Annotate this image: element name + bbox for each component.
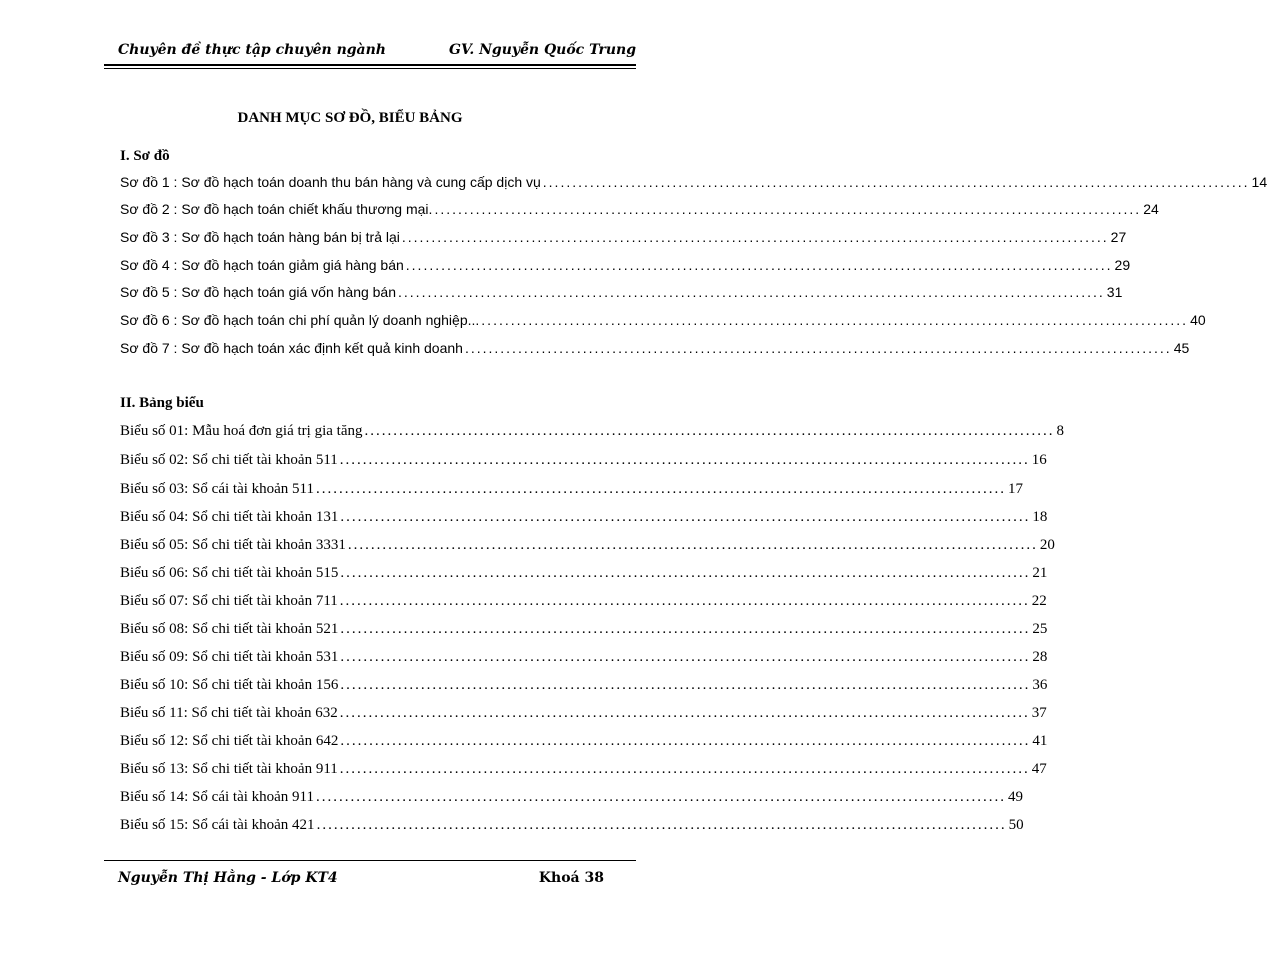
diagram-entry [120,340,1190,362]
entry-label: Biểu số 09: Sổ chi tiết tài khoản 531 [120,649,339,665]
entry-label: Sơ đồ 5 : Sơ đồ hạch toán giá vốn hàng bán [120,284,397,300]
entry-label: Biểu số 11: Sổ chi tiết tài khoản 632 [120,705,338,721]
header-rule-thin [104,68,636,69]
table-entry [120,481,1024,503]
entry-page: 24 [1143,201,1159,217]
entry-label: Sơ đồ 3 : Sơ đồ hạch toán hàng bán bị trả lại [120,229,400,245]
diagram-entry [120,257,1131,279]
entry-page: 21 [1032,565,1048,581]
leader-dots: ........................................................................................................................ [364,423,1055,439]
footer-right-text: Khoá 38 [538,870,604,886]
entry-page: 28 [1032,649,1048,665]
entry-page: 22 [1031,593,1047,609]
leader-dots: ........................................................................................................................ [340,509,1031,525]
leader-dots: ........................................................................................................................ [340,621,1031,637]
leader-dots: ........................................................................................................................ [340,733,1031,749]
entry-label: Biểu số 08: Sổ chi tiết tài khoản 521 [120,621,339,637]
table-entry [120,565,1048,587]
entry-page: 49 [1008,789,1024,805]
page-header [104,40,636,66]
header-rule-thick [104,64,636,66]
entry-page: 18 [1032,509,1048,525]
leader-dots: ........................................................................................................................ [405,257,1113,273]
entry-page: 20 [1039,537,1055,553]
diagram-entry [120,284,1123,306]
table-entry [120,733,1048,755]
entry-page: 17 [1008,481,1024,497]
leader-dots: ........................................................................................................................ [401,229,1109,245]
entry-label: Sơ đồ 6 : Sơ đồ hạch toán chi phí quản lý doanh nghiệp... [120,312,480,328]
leader-dots: ........................................................................................................................ [542,174,1250,190]
entry-label: Biểu số 10: Sổ chi tiết tài khoản 156 [120,677,339,693]
table-entry [120,537,1055,559]
section-heading-tables: II. Bảng biểu [120,395,204,411]
entry-label: Biểu số 06: Sổ chi tiết tài khoản 515 [120,565,339,581]
table-entry [120,677,1048,699]
leader-dots: ........................................................................................................................ [316,481,1007,497]
table-entry [120,509,1048,531]
footer-left-text: Nguyễn Thị Hằng - Lớp KT4 [118,870,338,886]
entry-page: 50 [1008,817,1024,833]
leader-dots: ........................................................................................................................ [434,201,1142,217]
table-entry [120,621,1048,643]
entry-page: 37 [1031,705,1047,721]
diagram-entry [120,201,1159,223]
diagram-entry [120,229,1127,251]
entry-label: Biểu số 07: Sổ chi tiết tài khoản 711 [120,593,338,609]
entry-label: Sơ đồ 4 : Sơ đồ hạch toán giảm giá hàng bán [120,257,404,273]
leader-dots: ........................................................................................................................ [339,761,1030,777]
entry-label: Biểu số 03: Sổ cái tài khoản 511 [120,481,315,497]
table-entry [120,817,1024,839]
table-entry [120,593,1047,615]
table-entry [120,452,1047,474]
diagram-entry [120,312,1206,334]
leader-dots: ........................................................................................................................ [316,789,1007,805]
entry-page: 14 [1251,174,1267,190]
entry-label: Sơ đồ 7 : Sơ đồ hạch toán xác định kết quả kinh doanh [120,340,463,356]
entry-label: Biểu số 01: Mẫu hoá đơn giá trị gia tăng [120,423,363,439]
leader-dots: ........................................................................................................................ [398,284,1105,300]
header-right-text: GV. Nguyễn Quốc Trung [448,42,636,58]
leader-dots: ........................................................................................................................ [339,593,1030,609]
leader-dots: ........................................................................................................................ [340,565,1031,581]
entry-label: Biểu số 15: Sổ cái tài khoản 421 [120,817,315,833]
entry-label: Biểu số 14: Sổ cái tài khoản 911 [120,789,315,805]
leader-dots: ........................................................................................................................ [340,677,1031,693]
entry-page: 45 [1173,340,1190,356]
entry-page: 40 [1190,312,1206,328]
page-title: DANH MỤC SƠ ĐỒ, BIỂU BẢNG [237,110,463,126]
entry-page: 47 [1031,761,1047,777]
table-entry [120,705,1047,727]
leader-dots: ........................................................................................................................ [316,817,1007,833]
page-footer [104,852,636,892]
entry-page: 25 [1032,621,1048,637]
entry-label: Biểu số 13: Sổ chi tiết tài khoản 911 [120,761,338,777]
table-entry [120,761,1047,783]
entry-page: 16 [1031,452,1047,468]
leader-dots: ........................................................................................................................ [340,649,1031,665]
leader-dots: ........................................................................................................................ [339,452,1030,468]
entry-label: Sơ đồ 1 : Sơ đồ hạch toán doanh thu bán hàng và cung cấp dịch vụ [120,174,541,190]
entry-label: Biểu số 05: Sổ chi tiết tài khoản 3331 [120,537,346,553]
entry-label: Sơ đồ 2 : Sơ đồ hạch toán chiết khấu thương mại. [120,201,433,217]
entry-label: Biểu số 04: Sổ chi tiết tài khoản 131 [120,509,339,525]
table-entry [120,649,1048,671]
entry-page: 29 [1114,257,1131,273]
entry-label: Biểu số 02: Sổ chi tiết tài khoản 511 [120,452,338,468]
header-left-text: Chuyên đề thực tập chuyên ngành [118,42,386,58]
entry-page: 41 [1032,733,1048,749]
section-heading-diagrams: I. Sơ đồ [120,148,170,164]
diagram-entry [120,174,1267,196]
table-entry [120,423,1064,445]
entry-page: 31 [1106,284,1123,300]
leader-dots: ........................................................................................................................ [464,340,1172,356]
footer-rule [104,860,636,861]
table-entry [120,789,1024,811]
entry-page: 36 [1032,677,1048,693]
leader-dots: ........................................................................................................................ [339,705,1030,721]
entry-page: 8 [1056,423,1064,439]
leader-dots: ........................................................................................................................ [347,537,1038,553]
entry-page: 27 [1110,229,1127,245]
leader-dots: ........................................................................................................................ [481,312,1189,328]
entry-label: Biểu số 12: Sổ chi tiết tài khoản 642 [120,733,339,749]
